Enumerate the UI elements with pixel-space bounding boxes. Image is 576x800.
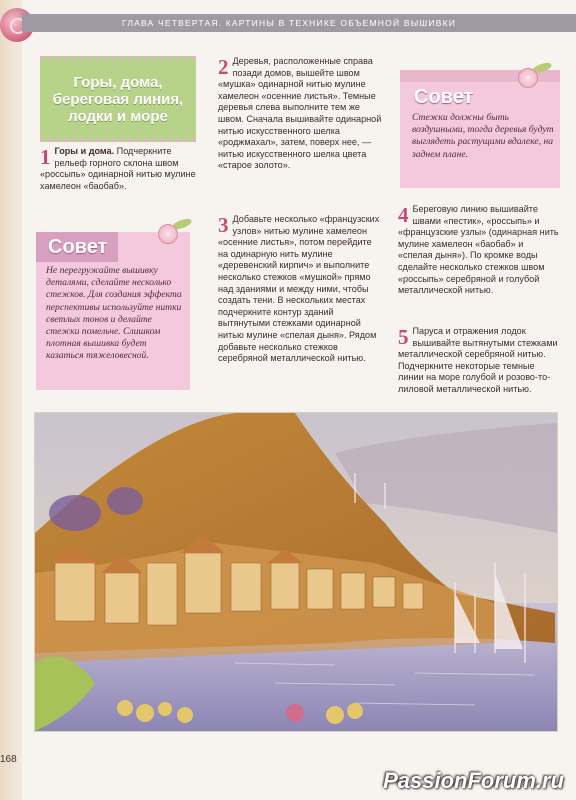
step-number: 5 — [398, 325, 409, 349]
section-title: Горы, дома, береговая линия, лодки и море — [52, 73, 184, 125]
tip-box-left — [36, 232, 190, 390]
section-title-box — [40, 56, 196, 142]
step-text: Подчеркните рельеф горного склона швом «россыпь» одинарной нитью мулине хамелеон «баобаб». — [40, 146, 196, 191]
step-number: 4 — [398, 203, 409, 227]
tip-box-right — [400, 70, 560, 188]
tip-text: Не перегружайте вышивку деталями, сделайте несколько стежков. Для создания эффекта перспективы используйте нитки светлых тонов и делайте стежки помельче. Слишком плотная вышивка будет казаться тяжеловесной. — [46, 265, 182, 362]
ribbon-rose-icon — [512, 62, 552, 92]
step-lead: Горы и дома. — [54, 146, 115, 156]
ribbon-rose-icon — [152, 218, 192, 248]
step-text: Паруса и отражения лодок вышивайте вытянутыми стежками металлической серебряной нитью. Подчеркните некоторые темные линии на море голубой и розово-то-лиловой металлической нитью. — [398, 326, 558, 394]
step-number: 3 — [218, 213, 229, 237]
step-3 — [218, 214, 382, 365]
step-text: Береговую линию вышивайте швами «пестик», «россыпь» и «французские узлы» (одинарная нить мулине хамелеон «баобаб» и «спелая дыня»). По кромке воды сделайте несколько стежков швом «россыпь» серебряной и голубой металлической нитью. — [398, 204, 559, 296]
step-text: Деревья, расположенные справа позади домов, вышейте швом «мушка» одинарной нитью мулине хамелеон «осенние листья». Темные деревья слева выполните тем же швом. Сначала вышивайте одинарной нитью искусственного шелка «роджмахал», затем, поверх нее, — нитью искусственного шелка цвета «старое золото». — [218, 56, 382, 171]
step-5 — [398, 326, 560, 396]
tip-title: Совет — [48, 236, 108, 258]
chapter-header: ГЛАВА ЧЕТВЕРТАЯ. КАРТИНЫ В ТЕХНИКЕ ОБЪЕМНОЙ ВЫШИВКИ — [22, 14, 576, 32]
watermark: PassionForum.ru — [383, 768, 564, 793]
step-number: 1 — [40, 145, 51, 169]
step-1 — [40, 146, 202, 192]
step-4 — [398, 204, 560, 297]
page-number: 168 — [0, 754, 17, 765]
step-number: 2 — [218, 55, 229, 79]
embroidery-illustration — [35, 413, 557, 731]
tip-title: Совет — [414, 86, 474, 108]
step-2 — [218, 56, 382, 172]
embroidery-photo — [34, 412, 558, 732]
tip-text: Стежки должны быть воздушными, тогда деревья будут выглядеть растущими вдалеке, на заднем плане. — [412, 112, 554, 160]
step-text: Добавьте несколько «французских узлов» нитью мулине хамелеон «осенние листья», потом перейдите на одинарную нить мулине «деревенский кирпич» и выполните несколько стежков «мушкой» прямо над зданиями и между ними, чтобы создать тени. В нескольких местах подчеркните контур зданий вытянутыми стежками одинарной нитью мулине «спелая дыня». Рядом добавьте несколько стежков серебряной металлической нитью. — [218, 214, 380, 364]
page-edge — [0, 0, 22, 800]
